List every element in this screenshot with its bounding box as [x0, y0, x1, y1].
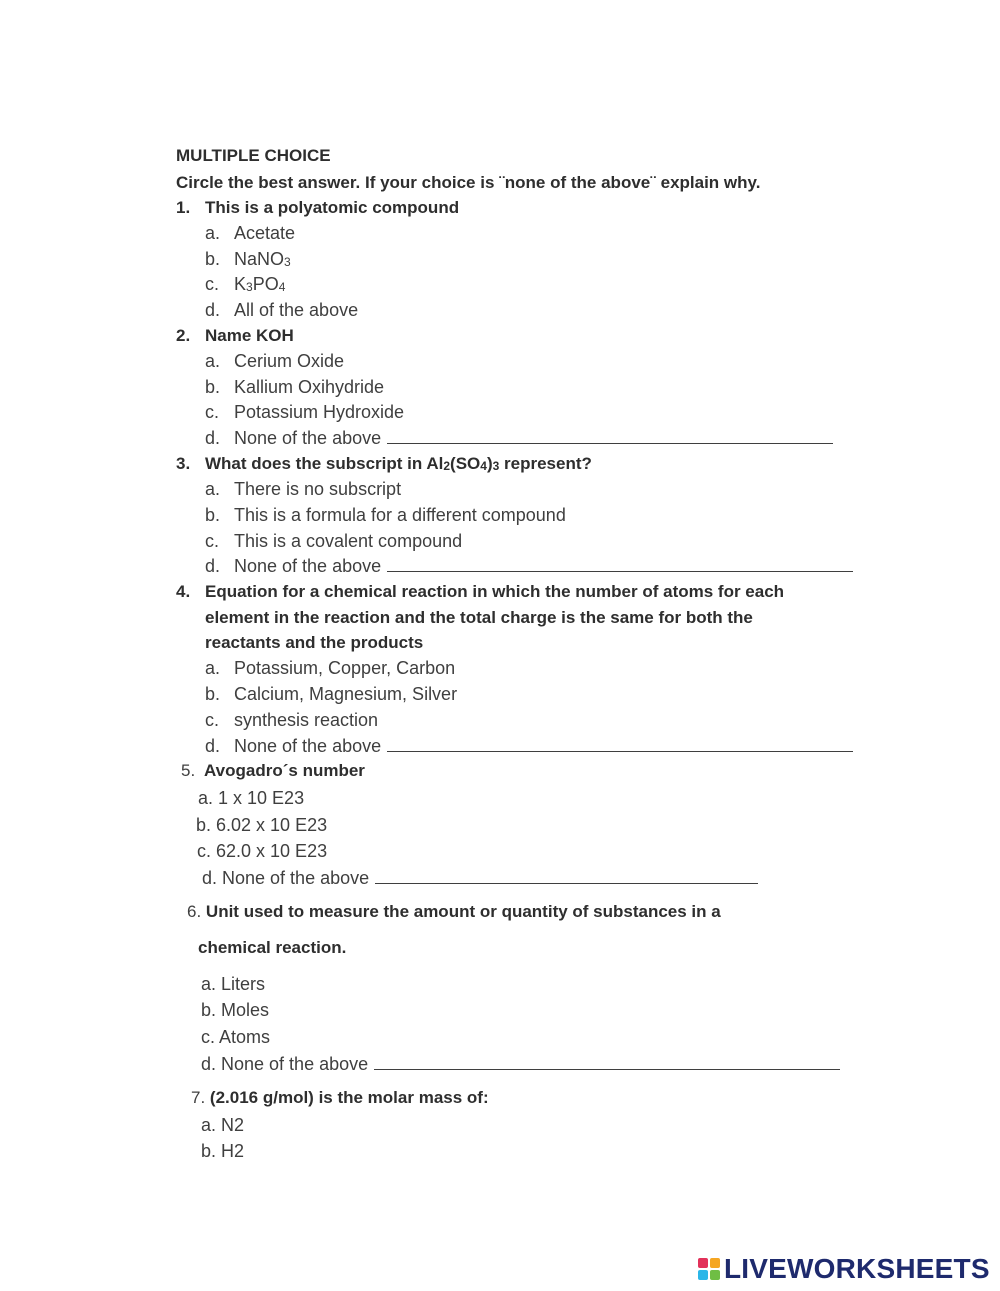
option-4a[interactable]: a. Potassium, Copper, Carbon: [205, 658, 456, 678]
option-3d[interactable]: d. None of the above: [205, 556, 853, 577]
question-number: 3.: [176, 454, 191, 473]
question-text: Name KOH: [205, 326, 294, 345]
logo-block: [710, 1258, 720, 1268]
option-6a[interactable]: a. Liters: [201, 974, 266, 994]
answer-blank[interactable]: [387, 737, 853, 752]
logo-text: LIVEWORKSHEETS: [724, 1253, 990, 1284]
question-text: Avogadro´s number: [204, 761, 365, 780]
question-1: [176, 198, 459, 218]
logo-block: [698, 1258, 708, 1268]
question-number: 5.: [181, 761, 196, 780]
question-number: 1.: [176, 198, 191, 217]
question-3: 3. What does the subscript in $Al_2(SO_4)_3$ represent?: [176, 454, 592, 473]
question-text-line-2: element in the reaction and the total charge is the same for both the: [205, 608, 753, 627]
option-6b[interactable]: b. Moles: [201, 1000, 270, 1020]
answer-blank[interactable]: [374, 1055, 840, 1070]
question-6: [187, 902, 721, 922]
option-4c[interactable]: c. synthesis reaction: [205, 710, 379, 730]
question-number: 2.: [176, 326, 191, 345]
option-4b[interactable]: b. Calcium, Magnesium, Silver: [205, 684, 458, 704]
option-6d[interactable]: d. None of the above: [201, 1054, 840, 1075]
question-text-line-3: reactants and the products: [205, 633, 424, 652]
option-6c[interactable]: c. Atoms: [201, 1027, 271, 1047]
question-text-line-1: Unit used to measure the amount or quantity of substances in a: [205, 902, 721, 921]
question-7: [191, 1088, 489, 1108]
question-text: This is a polyatomic compound: [205, 198, 460, 217]
option-3c[interactable]: c. This is a covalent compound: [205, 531, 463, 551]
answer-blank[interactable]: [387, 557, 853, 572]
answer-blank[interactable]: [387, 429, 833, 444]
option-1b[interactable]: b. NaNO$_3$: [205, 249, 291, 269]
option-4d[interactable]: d. None of the above: [205, 736, 853, 757]
option-5c[interactable]: c. 62.0 x 10 E23: [197, 841, 328, 861]
option-1c[interactable]: c. $K_3PO_4$: [205, 274, 286, 294]
option-3a[interactable]: a. There is no subscript: [205, 479, 402, 499]
option-7a[interactable]: a. N2: [201, 1115, 245, 1135]
option-2c[interactable]: c. Potassium Hydroxide: [205, 402, 405, 422]
option-2d[interactable]: d. None of the above: [205, 428, 833, 449]
worksheet-title: MULTIPLE CHOICE: [176, 146, 331, 165]
option-3b[interactable]: b. This is a formula for a different compound: [205, 505, 566, 525]
answer-blank[interactable]: [375, 869, 758, 884]
option-2b[interactable]: b. Kallium Oxihydride: [205, 377, 385, 397]
liveworksheets-logo: [698, 1254, 990, 1284]
logo-block: [698, 1270, 708, 1280]
question-number: 4.: [176, 582, 191, 601]
option-5d[interactable]: d. None of the above: [202, 868, 758, 889]
option-5b[interactable]: b. 6.02 x 10 E23: [196, 815, 328, 835]
question-text-line-2: chemical reaction.: [198, 938, 347, 957]
option-7b[interactable]: b. H2: [201, 1141, 245, 1161]
question-4: [176, 582, 784, 602]
question-text: (2.016 g/mol) is the molar mass of:: [209, 1088, 489, 1107]
logo-blocks-icon: [698, 1258, 720, 1280]
question-number: 6.: [187, 902, 202, 921]
option-1d[interactable]: d. All of the above: [205, 300, 359, 320]
worksheet-instruction: Circle the best answer. If your choice is ¨none of the above¨ explain why.: [176, 173, 761, 192]
logo-block: [710, 1270, 720, 1280]
question-text-line-1: Equation for a chemical reaction in which the number of atoms for each: [205, 582, 785, 601]
question-number: 7.: [191, 1088, 206, 1107]
option-1a[interactable]: a. Acetate: [205, 223, 296, 243]
question-5: [181, 761, 365, 781]
option-5a[interactable]: a. 1 x 10 E23: [198, 788, 305, 808]
question-2: [176, 326, 294, 346]
option-2a[interactable]: a. Cerium Oxide: [205, 351, 345, 371]
